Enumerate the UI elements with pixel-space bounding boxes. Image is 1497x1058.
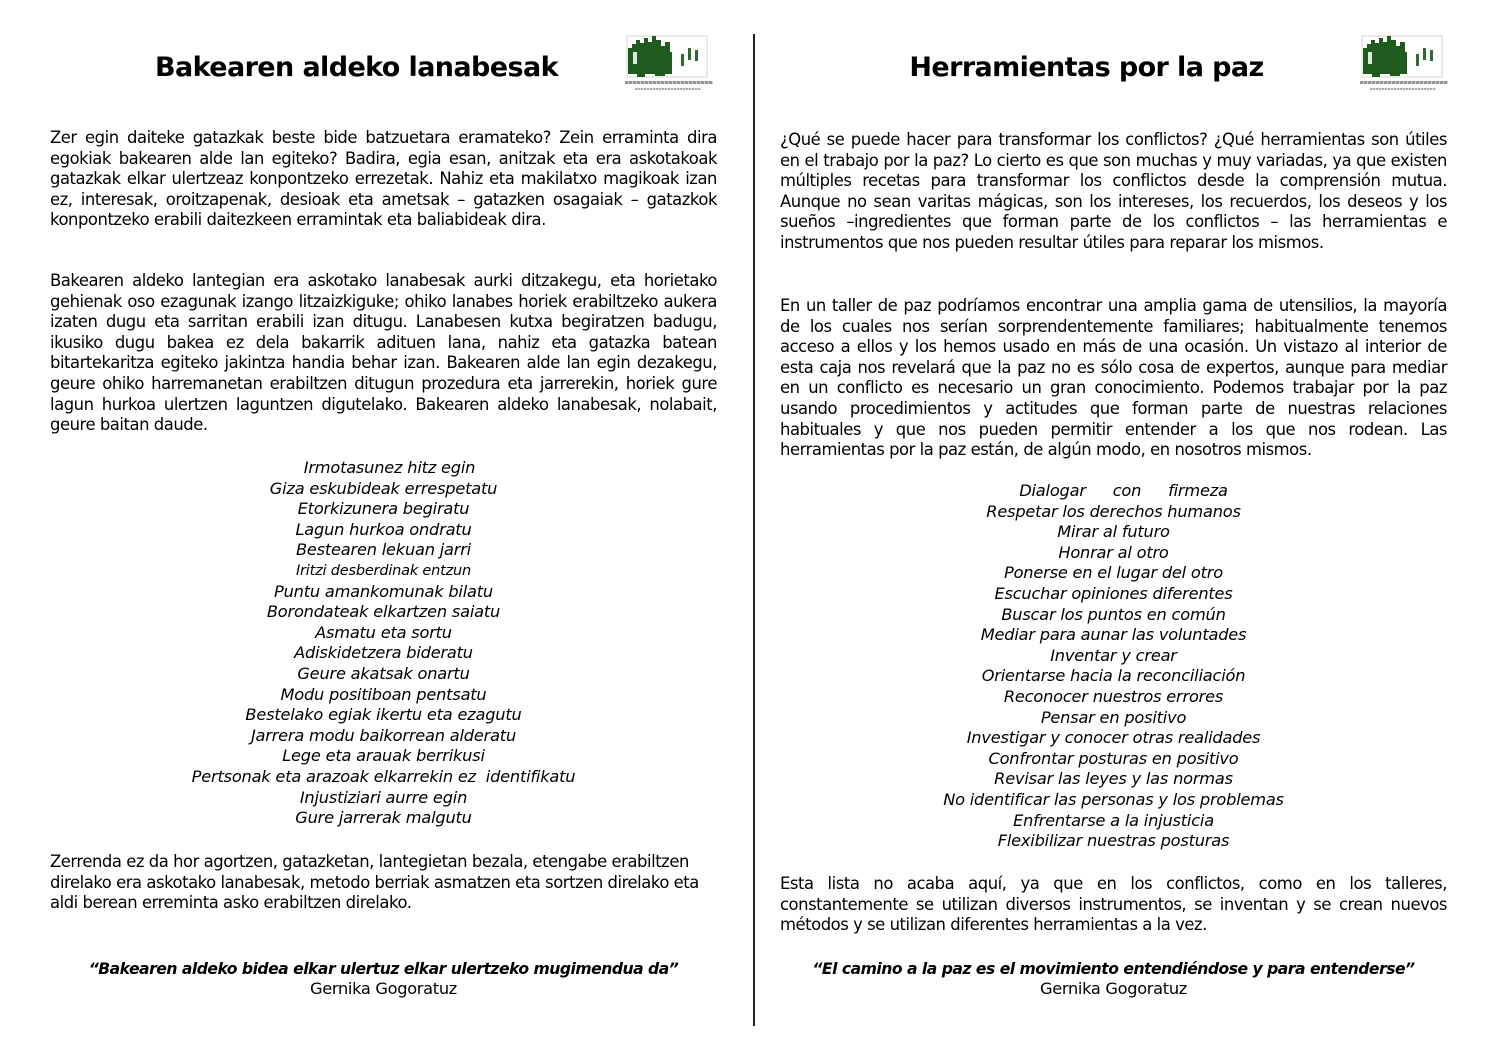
closing-paragraph [50, 852, 717, 914]
logo-caption [1360, 81, 1448, 84]
list-item: Pensar en positivo [1040, 707, 1187, 727]
quote-author: Gernika Gogoratuz [310, 979, 457, 998]
list-item: Modu positiboan pentsatu [280, 684, 487, 704]
list-item: Injustiziari aurre egin [299, 787, 468, 807]
list-item: Gure jarrerak malgutu [295, 808, 472, 828]
tree-logo-icon [1360, 34, 1450, 94]
tree-logo-icon [625, 34, 715, 94]
list-item: Reconocer nuestros errores [1003, 686, 1224, 706]
list-item: Orientarse hacia la reconciliación [981, 666, 1246, 686]
paragraph-text: ¿Qué se puede hacer para transformar los conflictos? ¿Qué herramientas son útiles en el trabajo por la paz? Lo cierto es que son muchas y muy variadas, ya que existen múltiples recetas para transformar los conflictos desde la comprensión mutua. Aunque no sean varitas mágicas, son los intereses, los recuerdos, los deseos y los sueños –ingredientes que forman parte de los conflictos – las herramientas e instrumentos que nos pueden resultar útiles para reparar los mismos. [780, 130, 1447, 252]
list-item: Buscar los puntos en común [1001, 604, 1226, 624]
list-item: Adiskidetzera bideratu [294, 643, 473, 663]
list-item: Mirar al futuro [1057, 522, 1170, 542]
list-item: Confrontar posturas en positivo [988, 748, 1239, 768]
workshop-paragraph [50, 271, 717, 436]
list-item: Dialogar con firmeza [1019, 481, 1228, 500]
list-item: Investigar y conocer otras realidades [966, 728, 1261, 748]
logo-subcaption [635, 88, 701, 90]
list-item: Lege eta arauak berrikusi [282, 746, 485, 766]
closing-paragraph [780, 874, 1447, 936]
list-item: Iritzi desberdinak entzun [295, 562, 472, 579]
tools-list [50, 458, 717, 829]
quote-author: Gernika Gogoratuz [1040, 979, 1187, 998]
list-item: Revisar las leyes y las normas [994, 769, 1233, 789]
list-item: Mediar para aunar las voluntades [980, 625, 1247, 645]
list-item: Etorkizunera begiratu [297, 499, 470, 519]
list-item: Enfrentarse a la injusticia [1013, 810, 1214, 830]
workshop-paragraph [780, 296, 1447, 461]
list-item: Ponerse en el lugar del otro [1004, 563, 1223, 583]
organization-logo [625, 34, 715, 104]
list-item: Geure akatsak onartu [297, 663, 470, 683]
organization-logo [1360, 34, 1450, 104]
list-item: Escuchar opiniones diferentes [994, 583, 1233, 603]
page-title: Bakearen aldeko lanabesak [155, 52, 558, 83]
intro-paragraph [780, 130, 1447, 254]
list-item: No identificar las personas y los problemas [943, 789, 1284, 809]
paragraph-text: Esta lista no acaba aquí, ya que en los conflictos, como en los talleres, constantemente se utilizan diversos instrumentos, se inventan y se crean nuevos métodos y se utilizan diferentes herramientas a la vez. [780, 874, 1447, 935]
logo-subcaption [1370, 88, 1436, 90]
list-item: Respetar los derechos humanos [986, 501, 1241, 521]
list-item: Jarrera modu baikorrean alderatu [250, 725, 517, 745]
list-item: Puntu amankomunak bilatu [274, 581, 493, 601]
logo-caption [625, 81, 713, 84]
list-item: Irmotasunez hitz egin [303, 458, 476, 477]
list-item: Bestelako egiak ikertu eta ezagutu [245, 705, 522, 725]
closing-quote: “El camino a la paz es el movimiento entendiéndose y para entenderse” [812, 960, 1415, 978]
page-divider [753, 34, 755, 1026]
list-item: Asmatu eta sortu [315, 622, 452, 642]
list-item: Flexibilizar nuestras posturas [997, 831, 1230, 851]
list-item: Inventar y crear [1050, 645, 1177, 665]
list-item: Giza eskubideak errespetatu [269, 478, 498, 498]
paragraph-text: Zer egin daiteke gatazkak beste bide batzuetara eramateko? Zein erraminta dira egokiak bakearen alde lan egiteko? Badira, egia esan, anitzak eta era askotakoak gatazkak elkar ulertzeaz konpontzeko errezetak. Nahiz eta makilatxo magikoak izan ez, interesak, oroitzapenak, desioak eta ametsak – gatazken osagaiak – gatazkok konpontzeko erabili daitezkeen erramintak eta baliabideak dira. [50, 128, 717, 230]
paragraph-text: Bakearen aldeko lantegian era askotako lanabesak aurki ditzakegu, eta horietako gehienak oso ezagunak izango litzaizkiguke; ohiko lanabes horiek erabiltzeko aukera izaten dugu eta sarritan erabili izan ditugu. Lanabesen kutxa begiratzen badugu, ikusiko dugu bakea ez dela bakarrik adituen lana, nahiz eta gatazka batean bitartekaritza egiteko jakintza handia behar izan. Bakearen alde lan egin dezakegu, geure ohiko harremanetan erabiltzen ditugun prozedura eta jarrerekin, horiek gure lagun hurkoa ulertzen laguntzen digutelako. Bakearen aldeko lanabesak, nolabait, geure baitan daude. [50, 271, 717, 435]
intro-paragraph [50, 128, 717, 231]
paragraph-text: Zerrenda ez da hor agortzen, gatazketan, lantegietan bezala, etengabe erabiltzen direlako era askotako lanabesak, metodo berriak asmatzen eta sortzen direlako eta aldi berean erreminta asko erabiltzen direlako. [50, 852, 699, 913]
list-item: Lagun hurkoa ondratu [295, 519, 472, 539]
list-item: Pertsonak eta arazoak elkarrekin ez identifikatu [191, 766, 576, 786]
closing-quote: “Bakearen aldeko bidea elkar ulertuz elkar ulertzeko mugimendua da” [88, 960, 679, 978]
paragraph-text: En un taller de paz podríamos encontrar una amplia gama de utensilios, la mayoría de los cuales nos serían sorprendentemente familiares; habitualmente tenemos acceso a ellos y los hemos usado en más de una ocasión. Un vistazo al interior de esta caja nos revelará que la paz no es sólo cosa de expertos, aunque para mediar en un conflicto es necesario un gran conocimiento. Podemos trabajar por la paz usando procedimientos y actitudes que forman parte de nuestras relaciones habituales y que nos pueden permitir entender a los que nos rodean. Las herramientas por la paz están, de algún modo, en nosotros mismos. [780, 296, 1447, 460]
list-item: Honrar al otro [1058, 542, 1169, 562]
list-item: Borondateak elkartzen saiatu [266, 602, 501, 622]
page-title: Herramientas por la paz [909, 52, 1264, 83]
list-item: Bestearen lekuan jarri [296, 540, 471, 560]
tools-list [780, 481, 1447, 852]
